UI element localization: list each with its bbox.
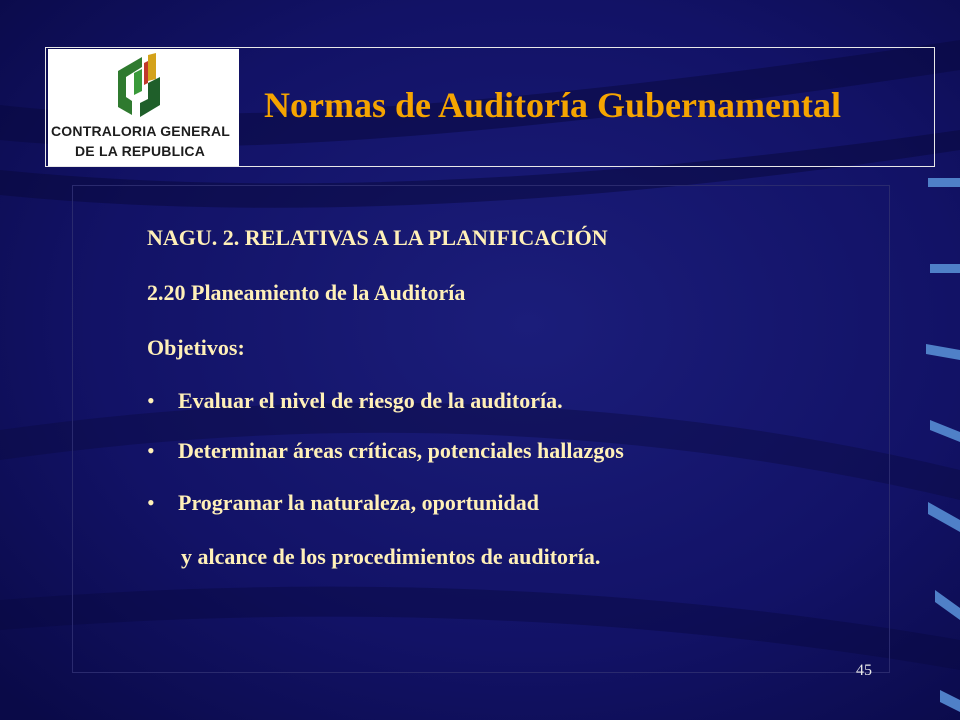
objective-item-3: Programar la naturaleza, oportunidad (178, 490, 539, 515)
page-number: 45 (856, 662, 872, 679)
bullet-marker: • (147, 490, 155, 515)
content-frame (72, 185, 890, 673)
objective-item-2: Determinar áreas críticas, potenciales hallazgos (178, 438, 624, 463)
objective-item-3-continuation: y alcance de los procedimientos de auditoría. (181, 544, 601, 569)
section-heading: NAGU. 2. RELATIVAS A LA PLANIFICACIÓN (147, 225, 608, 250)
objectives-label: Objetivos: (147, 335, 245, 360)
bullet-marker: • (147, 388, 155, 413)
slide-title: Normas de Auditoría Gubernamental (264, 85, 842, 125)
bullet-marker: • (147, 438, 155, 463)
logo-text-line2: DE LA REPUBLICA (75, 143, 206, 159)
objective-item-1: Evaluar el nivel de riesgo de la auditoría. (178, 388, 563, 413)
logo-text-line1: CONTRALORIA GENERAL (51, 123, 231, 139)
contraloria-logo (48, 49, 239, 166)
subsection-heading: 2.20 Planeamiento de la Auditoría (147, 280, 466, 305)
